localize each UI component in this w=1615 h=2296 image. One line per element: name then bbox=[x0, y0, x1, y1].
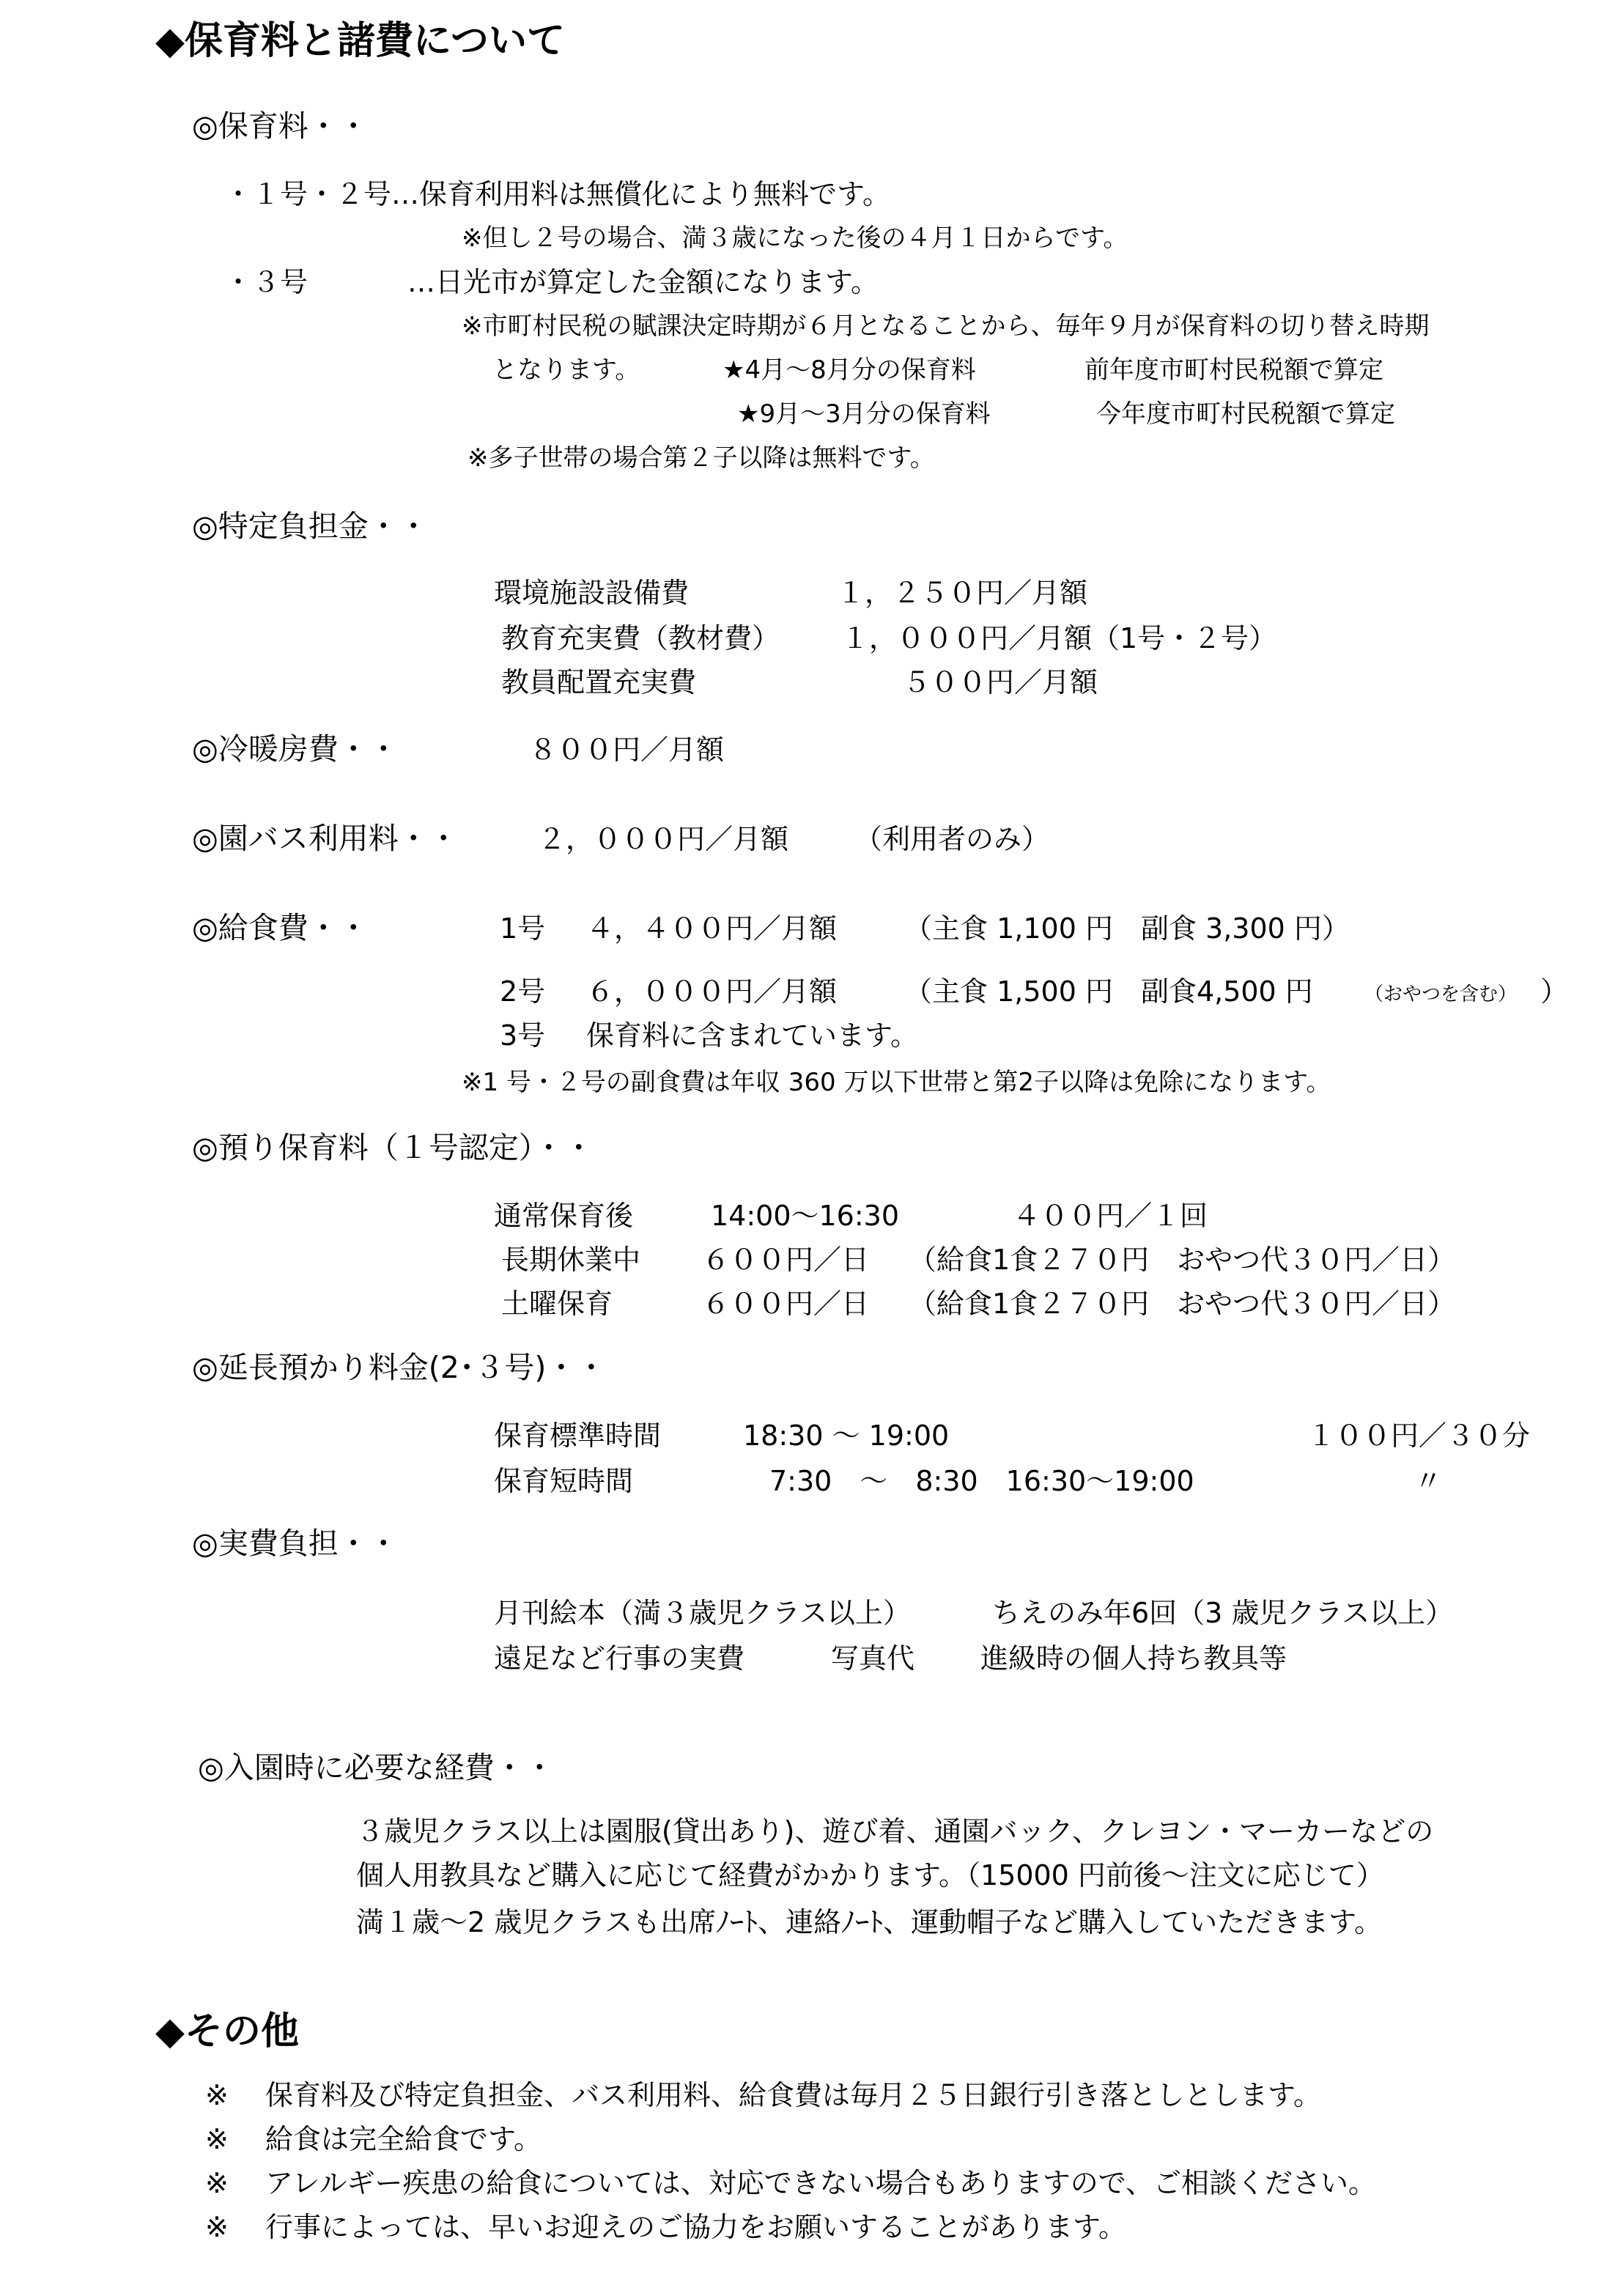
note-mark: ※ bbox=[205, 2211, 229, 2243]
sonota-item: 保育料及び特定負担金、バス利用料、給食費は毎月２５日銀行引き落としとします。 bbox=[265, 2079, 1321, 2111]
kyushoku-note: ※1 号・２号の副食費は年収 360 万以下世帯と第2子以降は免除になります。 bbox=[462, 1068, 1331, 1097]
hoikuryo-note3: ※多子世帯の場合第２子以降は無料です。 bbox=[468, 443, 935, 473]
azukari-title: ◎預り保育料（１号認定）・・ bbox=[192, 1130, 594, 1165]
encho-row2-time: 7:30 ～ 8:30 16:30～19:00 bbox=[769, 1465, 1194, 1497]
encho-row1-amount: １００円／３０分 bbox=[1307, 1420, 1531, 1452]
tokutei-row-amount: １，２５０円／月額 bbox=[837, 577, 1088, 609]
kyushoku-row2-small: （おやつを含む） bbox=[1364, 983, 1518, 1005]
tokutei-row-amount: １，０００円／月額（1号・２号） bbox=[841, 622, 1277, 654]
hoikuryo-note2b: となります。 bbox=[492, 355, 640, 385]
hoikuryo-period1: ★4月～8月分の保育料 bbox=[722, 355, 976, 385]
tokutei-row-label: 環境施設設備費 bbox=[494, 577, 690, 609]
kyushoku-title: ◎給食費・・ bbox=[192, 910, 369, 945]
kyushoku-row3-text: 保育料に含まれています。 bbox=[586, 1019, 918, 1052]
kyushoku-row3-label: 3号 bbox=[500, 1019, 546, 1052]
azukari-row-amount: ４００円／１回 bbox=[1013, 1200, 1208, 1232]
hoikuryo-note2: ※市町村民税の賦課決定時期が６月となることから、毎年９月が保育料の切り替え時期 bbox=[462, 311, 1430, 341]
sonota-item: 給食は完全給食です。 bbox=[265, 2123, 542, 2155]
jippi-line2b: 写真代 bbox=[831, 1642, 915, 1675]
jippi-title: ◎実費負担・・ bbox=[192, 1526, 399, 1561]
azukari-row-time: 14:00～16:30 bbox=[711, 1200, 900, 1232]
reidanbo-amount: ８００円／月額 bbox=[529, 734, 725, 766]
kyushoku-row2-close: ） bbox=[1540, 975, 1569, 1008]
encho-row1-label: 保育標準時間 bbox=[494, 1420, 662, 1452]
kyushoku-row2-detail: （主食 1,500 円 副食4,500 円 bbox=[904, 975, 1313, 1008]
azukari-row-label: 土曜保育 bbox=[501, 1288, 613, 1320]
encho-row2-amount: 〃 bbox=[1414, 1465, 1443, 1497]
jippi-line1b: ちえのみ年6回（3 歳児クラス以上） bbox=[992, 1597, 1454, 1629]
azukari-row-detail: （給食1食２７０円 おやつ代３０円／日） bbox=[909, 1288, 1456, 1320]
azukari-row-detail: （給食1食２７０円 おやつ代３０円／日） bbox=[909, 1244, 1456, 1276]
nyuen-title: ◎入園時に必要な経費・・ bbox=[198, 1750, 555, 1785]
kyushoku-row2-label: 2号 bbox=[500, 975, 546, 1008]
hoikuryo-title: ◎保育料・・ bbox=[192, 108, 369, 144]
encho-row1-time: 18:30 ～ 19:00 bbox=[743, 1420, 950, 1452]
tokutei-row-amount: ５００円／月額 bbox=[903, 666, 1098, 698]
tokutei-row-label: 教員配置充実費 bbox=[501, 666, 697, 698]
hoikuryo-line1: ・１号・２号…保育利用料は無償化により無料です。 bbox=[224, 178, 890, 210]
bus-note: （利用者のみ） bbox=[854, 823, 1050, 855]
section-heading-fees: ◆保育料と諸費について bbox=[155, 19, 565, 63]
jippi-line2c: 進級時の個人持ち教具等 bbox=[980, 1642, 1287, 1675]
bus-title: ◎園バス利用料・・ bbox=[192, 821, 459, 856]
azukari-row-label: 通常保育後 bbox=[494, 1200, 634, 1232]
azukari-row-amount: ６００円／日 bbox=[702, 1288, 870, 1320]
encho-title: ◎延長預かり料金(2･３号)・・ bbox=[192, 1350, 607, 1385]
encho-row2-label: 保育短時間 bbox=[494, 1465, 634, 1497]
hoikuryo-period2-basis: 今年度市町村民税額で算定 bbox=[1096, 399, 1395, 429]
hoikuryo-period2: ★9月～3月分の保育料 bbox=[737, 399, 991, 429]
note-mark: ※ bbox=[205, 2079, 229, 2111]
kyushoku-row1-label: 1号 bbox=[500, 912, 546, 945]
tokutei-title: ◎特定負担金・・ bbox=[192, 509, 429, 544]
kyushoku-row1-detail: （主食 1,100 円 副食 3,300 円） bbox=[904, 912, 1350, 945]
section-heading-other: ◆その他 bbox=[155, 2009, 299, 2053]
hoikuryo-note1: ※但し２号の場合、満３歳になった後の４月１日からです。 bbox=[462, 224, 1128, 253]
sonota-item: 行事によっては、早いお迎えのご協力をお願いすることがあります。 bbox=[265, 2211, 1126, 2243]
jippi-line1a: 月刊絵本（満３歳児クラス以上） bbox=[494, 1597, 911, 1629]
kyushoku-row2-amount: ６，０００円／月額 bbox=[586, 975, 838, 1008]
reidanbo-title: ◎冷暖房費・・ bbox=[192, 731, 399, 767]
tokutei-row-label: 教育充実費（教材費） bbox=[501, 622, 780, 654]
bus-amount: ２，０００円／月額 bbox=[538, 823, 789, 855]
note-mark: ※ bbox=[205, 2167, 229, 2199]
hoikuryo-line3-text: …日光市が算定した金額になります。 bbox=[407, 266, 879, 298]
hoikuryo-period1-basis: 前年度市町村民税額で算定 bbox=[1084, 355, 1383, 385]
sonota-item: アレルギー疾患の給食については、対応できない場合もありますので、ご相談ください。 bbox=[265, 2167, 1377, 2199]
jippi-line2a: 遠足など行事の実費 bbox=[494, 1642, 745, 1675]
nyuen-line2: 個人用教具など購入に応じて経費がかかります。（15000 円前後～注文に応じて） bbox=[356, 1859, 1384, 1891]
kyushoku-row1-amount: ４，４００円／月額 bbox=[586, 912, 838, 945]
azukari-row-amount: ６００円／日 bbox=[702, 1244, 870, 1276]
nyuen-line3: 満１歳～2 歳児クラスも出席ﾉｰﾄ、連絡ﾉｰﾄ、運動帽子など購入していただきます。 bbox=[356, 1906, 1383, 1938]
azukari-row-label: 長期休業中 bbox=[501, 1244, 641, 1276]
note-mark: ※ bbox=[205, 2123, 229, 2155]
nyuen-line1: ３歳児クラス以上は園服(貸出あり)、遊び着、通園バック、クレヨン・マーカーなどの bbox=[356, 1815, 1434, 1847]
hoikuryo-line3-label: ・３号 bbox=[224, 266, 308, 298]
